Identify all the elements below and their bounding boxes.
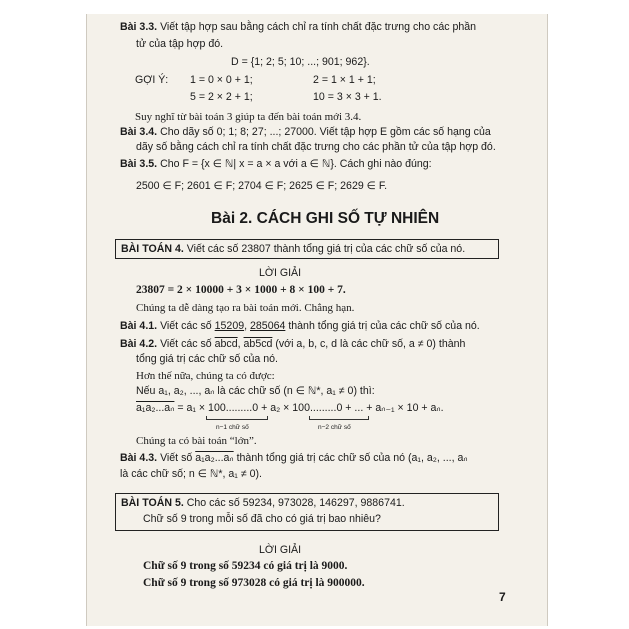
exercise-4-1 (120, 320, 480, 333)
exercise-text: (với a, b, c, d là các chữ số, a ≠ 0) thành (275, 338, 466, 350)
exercise-label: Bài 4.1. (120, 320, 158, 332)
solution-label: LỜI GIẢI (259, 267, 302, 279)
problem-text: Cho các số 59234, 973028, 146297, 9886741. (186, 497, 405, 509)
number-overlined: abcd (214, 338, 238, 350)
exercise-text: là các chữ số; n ∈ ℕ*, a₁ ≠ 0). (120, 468, 262, 480)
exercise-4-2 (120, 338, 465, 351)
exercise-label: Bài 3.4. (120, 126, 158, 138)
section-title: Bài 2. CÁCH GHI SỐ TỰ NHIÊN (211, 210, 440, 227)
problem-text: Viết các số 23807 thành tổng giá trị của các chữ số của nó. (186, 243, 466, 255)
condition-text: Nếu a₁, a₂, ..., aₙ là các chữ số (n ∈ ℕ*, a₁ ≠ 0) thì: (136, 385, 375, 397)
exercise-3-5 (120, 158, 432, 171)
transition-note: Suy nghĩ từ bài toán 3 giúp ta đến bài toán mới 3.4. (135, 111, 362, 123)
solution-text: Chữ số 9 trong số 59234 có giá trị là 9000. (143, 560, 348, 572)
solution-text: Chữ số 9 trong số 973028 có giá trị là 900000. (143, 577, 365, 589)
underbrace (206, 416, 268, 420)
exercise-text: Cho dãy số 0; 1; 8; 27; ...; 27000. Viết tập hợp E gồm các số hạng của (160, 126, 491, 138)
solution-text: 23807 = 2 × 10000 + 3 × 1000 + 8 × 100 + 7. (136, 284, 346, 296)
exercise-label: Bài 4.3. (120, 452, 158, 464)
formula-lhs: a₁a₂...aₙ (136, 402, 175, 414)
note-text: Chúng ta có bài toán “lớn”. (136, 435, 257, 447)
underbrace (309, 416, 369, 420)
problem-text: Chữ số 9 trong mỗi số đã cho có giá trị bao nhiêu? (143, 513, 381, 525)
exercise-text: Cho F = {x ∈ ℕ| x = a × a với a ∈ ℕ}. Cách ghi nào đúng: (160, 158, 432, 170)
solution-label: LỜI GIẢI (259, 544, 302, 556)
number-overlined: a₁a₂...aₙ (195, 452, 234, 464)
number-underlined: 15209 (214, 320, 245, 332)
exercise-text: thành tổng giá trị các chữ số của nó (a₁, a₂, ..., aₙ (236, 452, 468, 464)
exercise-text: tổng giá trị các chữ số của nó. (136, 353, 278, 365)
problem-4 (121, 243, 465, 256)
separator: , (237, 338, 241, 350)
formula-part: + ... + aₙ₋₁ × 10 + aₙ. (345, 402, 444, 414)
formula-zeros: 00.........0 (298, 402, 343, 414)
separator: , (244, 320, 248, 332)
hint-line: 1 = 0 × 0 + 1; (190, 74, 253, 86)
page-number: 7 (499, 590, 506, 604)
problem-label: BÀI TOÁN 4. (121, 243, 184, 255)
exercise-3-4 (120, 126, 491, 139)
answer-options: 2500 ∈ F; 2601 ∈ F; 2704 ∈ F; 2625 ∈ F; 2629 ∈ F. (136, 180, 388, 192)
exercise-text: dãy số bằng cách chỉ ra tính chất đặc trưng cho các phần tử của tập hợp đó. (136, 141, 496, 153)
hint-line: 5 = 2 × 2 + 1; (190, 91, 253, 103)
exercise-label: Bài 3.5. (120, 158, 158, 170)
formula-part: = a₁ × 1 (177, 402, 214, 414)
exercise-text: Viết các số (160, 338, 212, 350)
problem-5 (121, 497, 405, 510)
exercise-text: thành tổng giá trị của các chữ số của nó. (288, 320, 480, 332)
number-overlined: ab5cd (243, 338, 273, 350)
formula-part: + a₂ × 1 (261, 402, 299, 414)
hint-line: 2 = 1 × 1 + 1; (313, 74, 376, 86)
exercise-3-3 (120, 21, 476, 34)
brace-label: n−2 chữ số (318, 424, 351, 431)
brace-label: n−1 chữ số (216, 424, 249, 431)
formula-zeros: 00.........0 (213, 402, 259, 414)
hint-label: GỢI Ý: (135, 74, 169, 86)
note-text: Chúng ta dễ dàng tạo ra bài toán mới. Chẳng hạn. (136, 302, 355, 314)
formula (136, 402, 444, 415)
number-underlined: 285064 (250, 320, 286, 332)
exercise-text: Viết số (160, 452, 193, 464)
problem-label: BÀI TOÁN 5. (121, 497, 184, 509)
exercise-label: Bài 3.3. (120, 21, 158, 33)
exercise-text: tử của tập hợp đó. (136, 38, 224, 50)
exercise-text: Viết các số (160, 320, 212, 332)
set-d: D = {1; 2; 5; 10; ...; 901; 962}. (231, 56, 370, 68)
exercise-label: Bài 4.2. (120, 338, 158, 350)
exercise-text: Viết tập hợp sau bằng cách chỉ ra tính chất đặc trưng cho các phần (160, 21, 477, 33)
exercise-4-3 (120, 452, 468, 465)
hint-line: 10 = 3 × 3 + 1. (313, 91, 382, 103)
note-text: Hơn thế nữa, chúng ta có được: (136, 370, 275, 382)
